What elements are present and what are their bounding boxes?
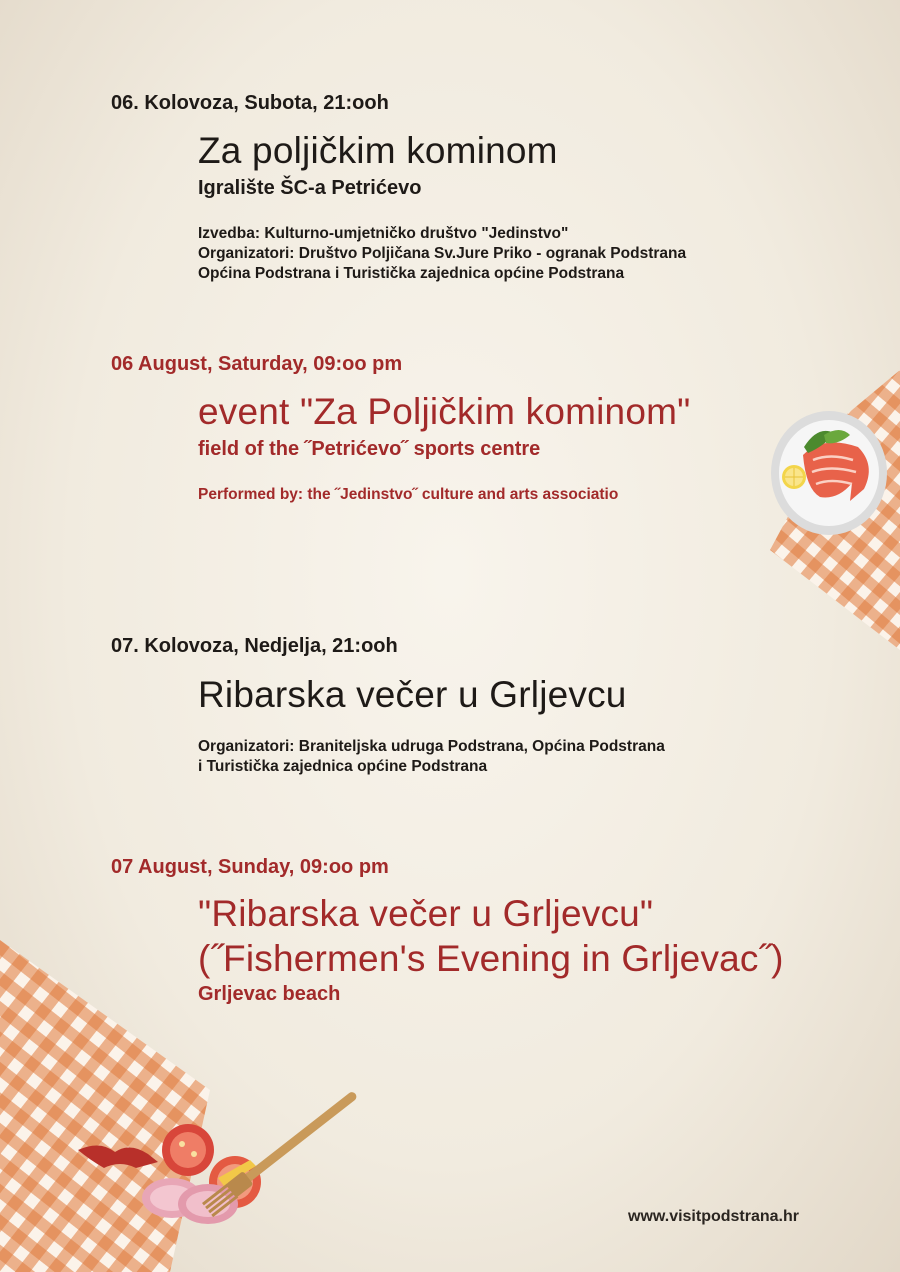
event-info [198, 485, 618, 505]
event-title: event "Za Poljičkim kominom" [198, 391, 691, 432]
event-venue: Igralište ŠC-a Petrićevo [198, 177, 422, 199]
website-url[interactable]: www.visitpodstrana.hr [628, 1208, 799, 1225]
event-title-subtitle: (˝Fishermen's Evening in Grljevac˝) [198, 938, 784, 979]
event-title: Za poljičkim kominom [198, 130, 558, 171]
food-with-fork [70, 1090, 390, 1240]
info-line: Izvedba: Kulturno-umjetničko društvo "Jedinstvo" [198, 225, 569, 242]
event-venue: Grljevac beach [198, 983, 341, 1005]
event-info [198, 224, 686, 284]
event-date: 07 August, Sunday, 09:oo pm [111, 856, 389, 878]
info-line: Organizatori: Društvo Poljičana Sv.Jure Priko - ogranak Podstrana [198, 245, 687, 262]
event-title: Ribarska večer u Grljevcu [198, 674, 627, 715]
event-date: 07. Kolovoza, Nedjelja, 21:ooh [111, 635, 398, 657]
event-title: "Ribarska večer u Grljevcu" [198, 893, 654, 934]
event-date: 06. Kolovoza, Subota, 21:ooh [111, 92, 389, 114]
info-line: i Turistička zajednica općine Podstrana [198, 758, 488, 775]
event-info [198, 737, 665, 777]
info-line: Općina Podstrana i Turistička zajednica općine Podstrana [198, 265, 625, 282]
event-venue: field of the ˝Petrićevo˝ sports centre [198, 438, 541, 460]
info-line: Performed by: the ˝Jedinstvo˝ culture and arts associatio [198, 486, 619, 503]
info-line: Organizatori: Braniteljska udruga Podstrana, Općina Podstrana [198, 738, 665, 755]
event-date: 06 August, Saturday, 09:oo pm [111, 353, 403, 375]
fish-plate [768, 405, 890, 537]
